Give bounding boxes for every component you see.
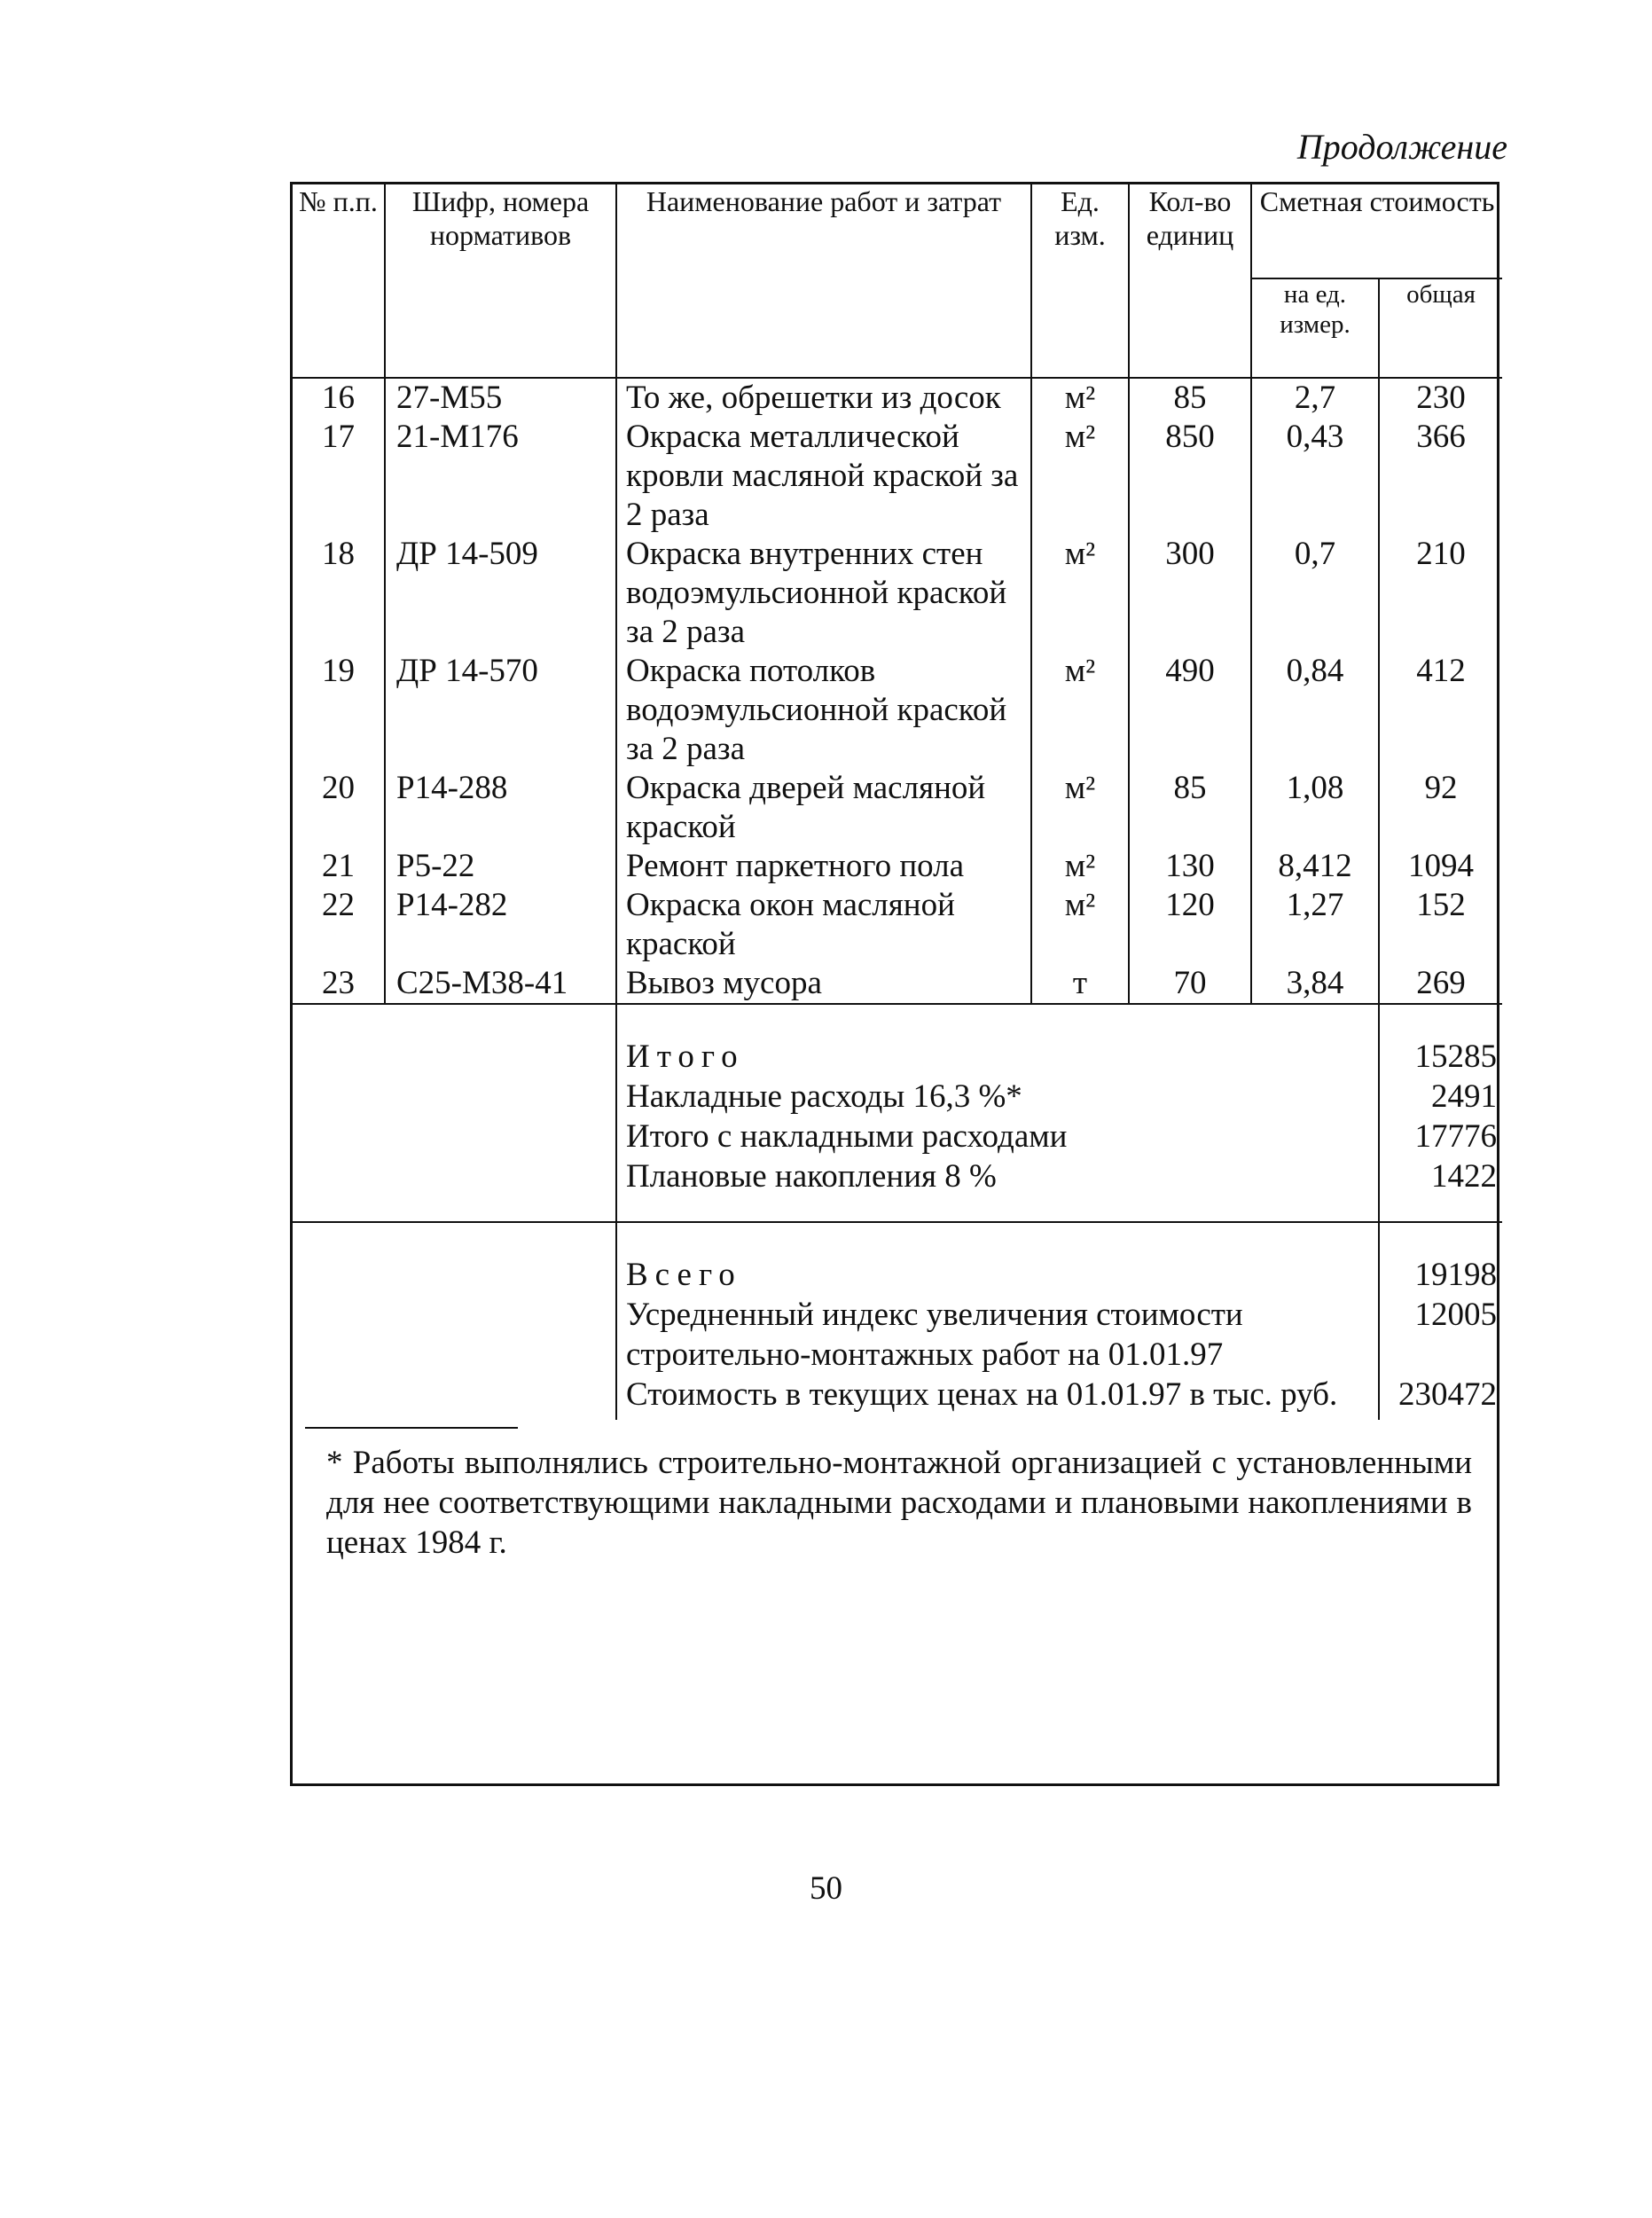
summary-itogo-block bbox=[293, 1004, 1502, 1222]
row-code: Р14-282 bbox=[385, 886, 616, 964]
row-code: Р14-288 bbox=[385, 769, 616, 847]
row-price: 1,08 bbox=[1251, 769, 1379, 847]
row-unit: м² bbox=[1031, 378, 1129, 418]
row-code: ДР 14-509 bbox=[385, 535, 616, 652]
row-unit: т bbox=[1031, 964, 1129, 1004]
summary-vsego-block bbox=[293, 1222, 1502, 1420]
row-num: 21 bbox=[293, 847, 385, 886]
row-qty: 490 bbox=[1129, 652, 1251, 769]
header-num: № п.п. bbox=[293, 184, 385, 378]
header-cost-total: общая bbox=[1379, 278, 1502, 378]
estimate-table bbox=[293, 184, 1502, 1420]
row-qty: 85 bbox=[1129, 769, 1251, 847]
row-name: Окраска дверей масляной краской bbox=[616, 769, 1031, 847]
row-qty: 850 bbox=[1129, 418, 1251, 535]
row-num: 22 bbox=[293, 886, 385, 964]
header-qty: Кол-во единиц bbox=[1129, 184, 1251, 378]
with-overhead-value: 17776 bbox=[1414, 1118, 1498, 1155]
table-row bbox=[293, 769, 1502, 847]
row-total: 1094 bbox=[1408, 848, 1474, 884]
row-code: 21-М176 bbox=[385, 418, 616, 535]
planned-savings-value: 1422 bbox=[1431, 1158, 1498, 1195]
page-number: 50 bbox=[810, 1870, 842, 1907]
row-total: 92 bbox=[1424, 770, 1458, 806]
vsego-value: 19198 bbox=[1414, 1257, 1498, 1293]
header-cost-unit: на ед. измер. bbox=[1251, 278, 1379, 378]
table-row bbox=[293, 418, 1502, 535]
table-row bbox=[293, 378, 1502, 418]
header-code: Шифр, номера нормативов bbox=[385, 184, 616, 378]
estimate-table-frame bbox=[290, 182, 1499, 1786]
header-name: Наименование работ и затрат bbox=[616, 184, 1031, 378]
row-name: Окраска потолков водоэмульсионной краской за 2 раза bbox=[616, 652, 1031, 769]
row-qty: 300 bbox=[1129, 535, 1251, 652]
row-name: То же, обрешетки из досок bbox=[616, 378, 1031, 418]
continuation-label: Продолжение bbox=[1296, 127, 1507, 167]
with-overhead-label: Итого с накладными расходами bbox=[626, 1118, 1068, 1155]
itogo-value: 15285 bbox=[1414, 1038, 1498, 1075]
overhead-label: Накладные расходы 16,3 %* bbox=[626, 1078, 1022, 1115]
row-name: Окраска окон масляной краской bbox=[616, 886, 1031, 964]
summary-labels bbox=[616, 1004, 1379, 1222]
row-num: 17 bbox=[293, 418, 385, 535]
row-price: 3,84 bbox=[1251, 964, 1379, 1004]
vsego-label: Всего bbox=[626, 1257, 742, 1293]
row-num: 20 bbox=[293, 769, 385, 847]
row-total: 412 bbox=[1416, 653, 1466, 689]
row-total: 269 bbox=[1416, 965, 1466, 1001]
row-code: 27-М55 bbox=[385, 378, 616, 418]
summary-labels bbox=[616, 1222, 1379, 1420]
row-total: 230 bbox=[1416, 380, 1466, 416]
table-row bbox=[293, 847, 1502, 886]
row-unit: м² bbox=[1031, 535, 1129, 652]
summary-values bbox=[1379, 1222, 1502, 1420]
row-total: 366 bbox=[1416, 419, 1466, 455]
row-qty: 130 bbox=[1129, 847, 1251, 886]
itogo-label: Итого bbox=[626, 1038, 745, 1075]
overhead-value: 2491 bbox=[1431, 1078, 1498, 1115]
row-name: Окраска металлической кровли масляной краской за 2 раза bbox=[616, 418, 1031, 535]
row-unit: м² bbox=[1031, 769, 1129, 847]
row-price: 1,27 bbox=[1251, 886, 1379, 964]
row-code: С25-М38-41 bbox=[385, 964, 616, 1004]
row-num: 16 bbox=[293, 378, 385, 418]
current-cost-value: 230472 bbox=[1398, 1376, 1498, 1413]
row-qty: 85 bbox=[1129, 378, 1251, 418]
row-price: 0,43 bbox=[1251, 418, 1379, 535]
row-qty: 120 bbox=[1129, 886, 1251, 964]
row-total: 210 bbox=[1416, 536, 1466, 572]
row-num: 23 bbox=[293, 964, 385, 1004]
current-cost-label: Стоимость в текущих ценах на 01.01.97 в тыс. руб. bbox=[626, 1376, 1338, 1413]
table-row bbox=[293, 652, 1502, 769]
row-total: 152 bbox=[1416, 887, 1466, 923]
summary-values bbox=[1379, 1004, 1502, 1222]
row-unit: м² bbox=[1031, 652, 1129, 769]
price-index-value: 12005 bbox=[1414, 1297, 1498, 1333]
header-cost: Сметная стоимость bbox=[1251, 184, 1502, 278]
row-num: 19 bbox=[293, 652, 385, 769]
row-unit: м² bbox=[1031, 847, 1129, 886]
row-name: Ремонт паркетного пола bbox=[616, 847, 1031, 886]
price-index-label: Усредненный индекс увеличения стоимости строительно-монтажных работ на 01.01.97 bbox=[626, 1297, 1243, 1373]
row-num: 18 bbox=[293, 535, 385, 652]
row-qty: 70 bbox=[1129, 964, 1251, 1004]
table-row bbox=[293, 886, 1502, 964]
row-name: Окраска внутренних стен водоэмульсионной краской за 2 раза bbox=[616, 535, 1031, 652]
row-price: 0,7 bbox=[1251, 535, 1379, 652]
header-unit: Ед. изм. bbox=[1031, 184, 1129, 378]
row-code: Р5-22 bbox=[385, 847, 616, 886]
planned-savings-label: Плановые накопления 8 % bbox=[626, 1158, 997, 1195]
row-price: 0,84 bbox=[1251, 652, 1379, 769]
table-header-row bbox=[293, 184, 1502, 278]
row-code: ДР 14-570 bbox=[385, 652, 616, 769]
table-row bbox=[293, 535, 1502, 652]
row-unit: м² bbox=[1031, 418, 1129, 535]
footnote: * Работы выполнялись строительно-монтажной организацией с установленными для нее соответствующими накладными расходами и плановыми накоплениями в ценах 1984 г. bbox=[326, 1445, 1472, 1561]
row-price: 8,412 bbox=[1251, 847, 1379, 886]
row-price: 2,7 bbox=[1251, 378, 1379, 418]
table-row bbox=[293, 964, 1502, 1004]
row-unit: м² bbox=[1031, 886, 1129, 964]
row-name: Вывоз мусора bbox=[616, 964, 1031, 1004]
